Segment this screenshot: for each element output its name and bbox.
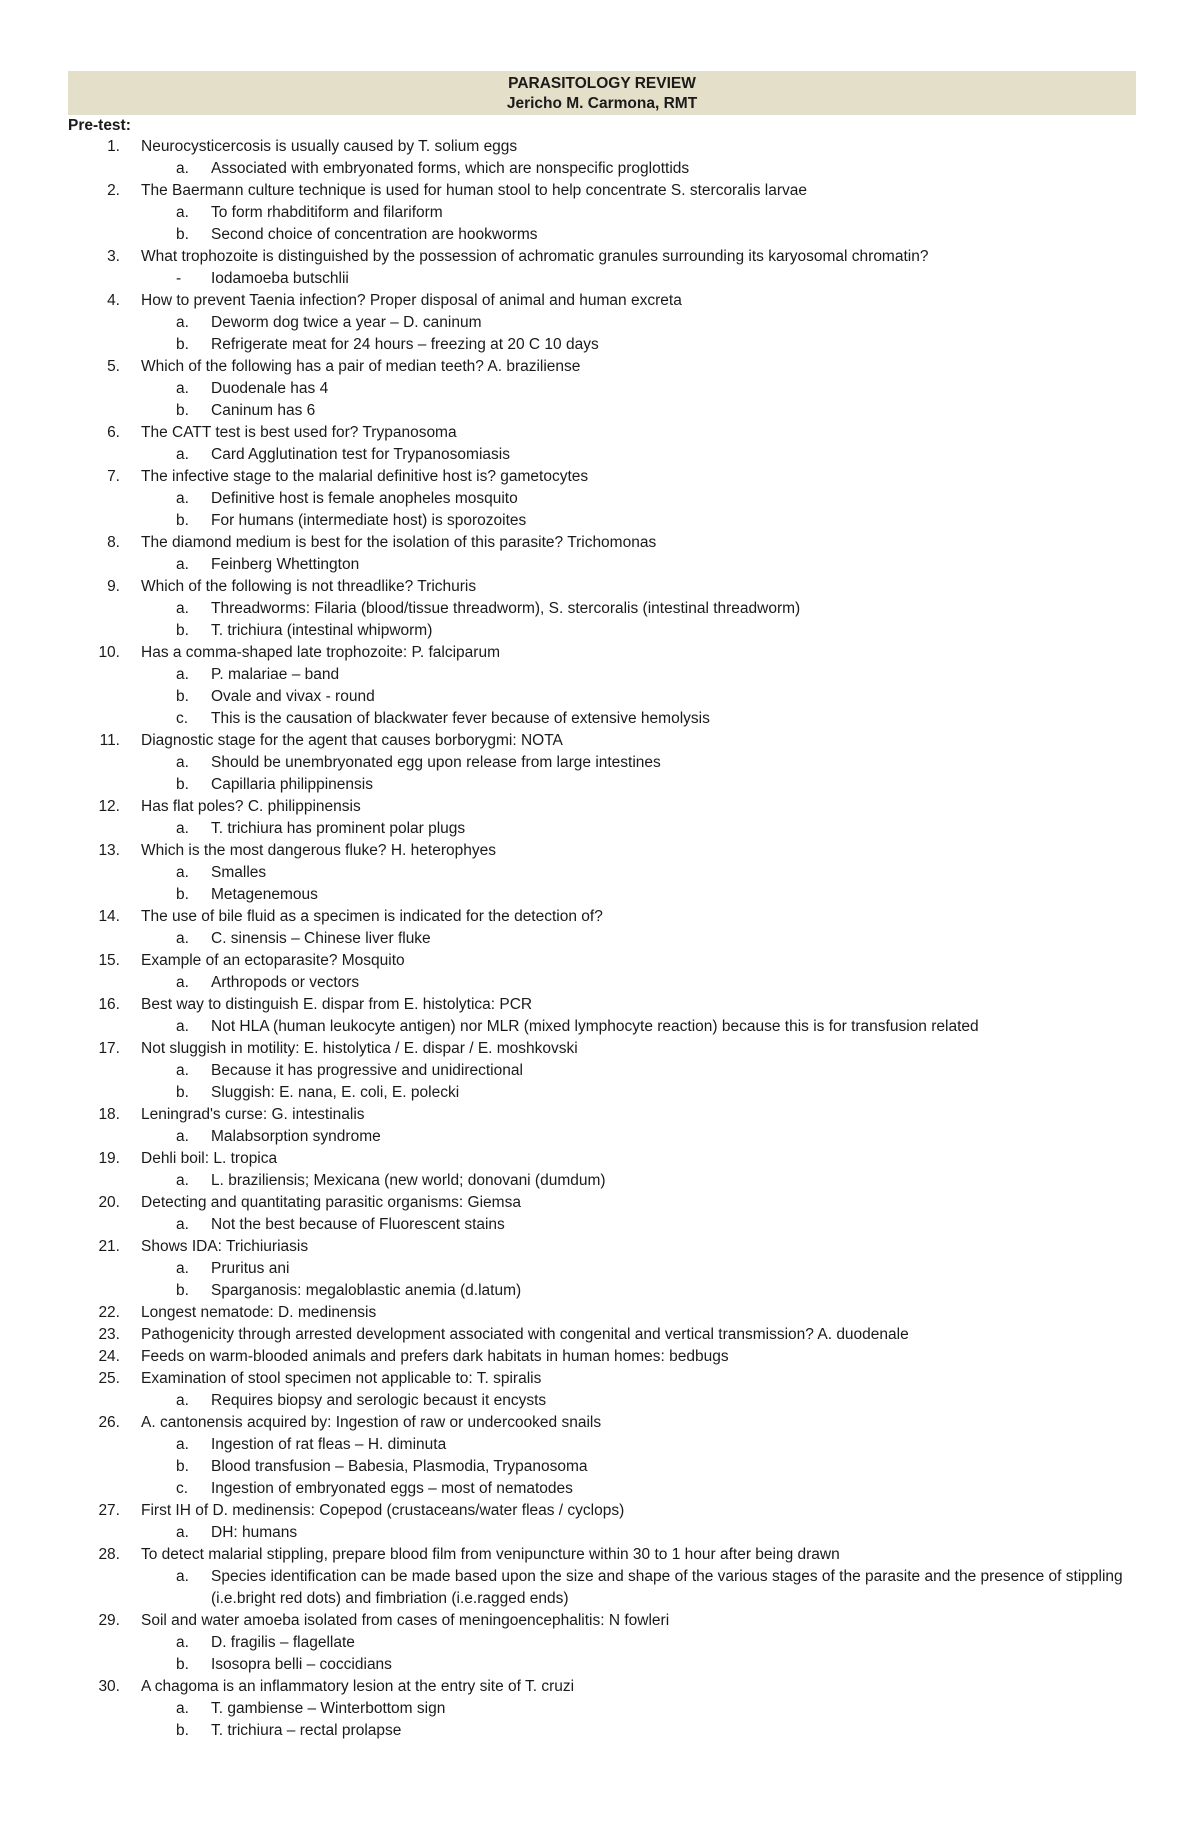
question-list xyxy=(0,136,1200,1742)
question-number: 17. xyxy=(98,1040,120,1057)
sub-item-marker: a. xyxy=(176,754,189,771)
sub-item-text: Ingestion of embryonated eggs – most of nematodes xyxy=(211,1480,573,1497)
sub-item-marker: a. xyxy=(176,380,189,397)
question-number: 9. xyxy=(107,578,120,595)
question-item xyxy=(0,466,1200,488)
sub-item xyxy=(0,1566,1200,1610)
sub-item-marker: b. xyxy=(176,1722,189,1739)
question-item xyxy=(0,1544,1200,1566)
question-text: The Baermann culture technique is used for human stool to help concentrate S. stercoralis larvae xyxy=(141,182,808,199)
question-number: 10. xyxy=(98,644,120,661)
sub-item xyxy=(0,774,1200,796)
question-number: 8. xyxy=(107,534,120,551)
sub-item xyxy=(0,620,1200,642)
sub-item-text: DH: humans xyxy=(211,1524,298,1541)
sub-item xyxy=(0,1720,1200,1742)
sub-item-text: Iodamoeba butschlii xyxy=(211,270,349,287)
question-text: A. cantonensis acquired by: Ingestion of raw or undercooked snails xyxy=(141,1414,602,1431)
question-text: Not sluggish in motility: E. histolytica / E. dispar / E. moshkovski xyxy=(141,1040,578,1057)
question-text: Pathogenicity through arrested development associated with congenital and vertical transmission? A. duodenale xyxy=(141,1326,909,1343)
sub-item-text: T. gambiense – Winterbottom sign xyxy=(211,1700,446,1717)
question-number: 2. xyxy=(107,182,120,199)
sub-item xyxy=(0,554,1200,576)
sub-item-marker: a. xyxy=(176,1392,189,1409)
question-number: 14. xyxy=(98,908,120,925)
sub-item xyxy=(0,1016,1200,1038)
question-number: 20. xyxy=(98,1194,120,1211)
sub-item-marker: a. xyxy=(176,446,189,463)
question-number: 6. xyxy=(107,424,120,441)
sub-item-text: Capillaria philippinensis xyxy=(211,776,373,793)
sub-item xyxy=(0,1258,1200,1280)
sub-item xyxy=(0,1456,1200,1478)
question-number: 24. xyxy=(98,1348,120,1365)
sub-item xyxy=(0,312,1200,334)
sub-item xyxy=(0,1126,1200,1148)
question-item xyxy=(0,730,1200,752)
sub-item xyxy=(0,1060,1200,1082)
sub-item-text: Ovale and vivax - round xyxy=(211,688,375,705)
sub-item xyxy=(0,884,1200,906)
sub-item-text: Caninum has 6 xyxy=(211,402,316,419)
question-item xyxy=(0,1368,1200,1390)
sub-item-marker: a. xyxy=(176,1128,189,1145)
sub-item xyxy=(0,1214,1200,1236)
question-item xyxy=(0,1038,1200,1060)
sub-item xyxy=(0,818,1200,840)
sub-item-text: Species identification can be made based upon the size and shape of the various stages of the parasite and the presence of stippling (i.e.bright red dots) and fimbriation (i.e.ragged ends) xyxy=(211,1568,1123,1607)
question-item xyxy=(0,290,1200,312)
sub-item xyxy=(0,1280,1200,1302)
sub-item-marker: a. xyxy=(176,1172,189,1189)
sub-item-text: Arthropods or vectors xyxy=(211,974,360,991)
sub-item-marker: b. xyxy=(176,886,189,903)
question-number: 25. xyxy=(98,1370,120,1387)
question-item xyxy=(0,906,1200,928)
question-number: 4. xyxy=(107,292,120,309)
question-item xyxy=(0,1104,1200,1126)
sub-item-text: Should be unembryonated egg upon release from large intestines xyxy=(211,754,661,771)
question-text: The infective stage to the malarial definitive host is? gametocytes xyxy=(141,468,589,485)
sub-item-text: T. trichiura – rectal prolapse xyxy=(211,1722,402,1739)
sub-item-marker: b. xyxy=(176,512,189,529)
question-item xyxy=(0,576,1200,598)
question-number: 1. xyxy=(107,138,120,155)
sub-item-marker: b. xyxy=(176,1656,189,1673)
sub-item-text: Threadworms: Filaria (blood/tissue threadworm), S. stercoralis (intestinal threadworm) xyxy=(211,600,801,617)
sub-item-text: Deworm dog twice a year – D. caninum xyxy=(211,314,482,331)
sub-item-text: This is the causation of blackwater fever because of extensive hemolysis xyxy=(211,710,710,727)
question-text: The use of bile fluid as a specimen is indicated for the detection of? xyxy=(141,908,603,925)
question-item xyxy=(0,422,1200,444)
sub-item-text: Pruritus ani xyxy=(211,1260,290,1277)
title-banner xyxy=(68,71,1136,115)
question-item xyxy=(0,1610,1200,1632)
sub-item-text: Associated with embryonated forms, which are nonspecific proglottids xyxy=(211,160,690,177)
sub-item-text: Definitive host is female anopheles mosquito xyxy=(211,490,518,507)
sub-item-marker: a. xyxy=(176,1700,189,1717)
sub-item xyxy=(0,1082,1200,1104)
question-number: 23. xyxy=(98,1326,120,1343)
question-item xyxy=(0,1676,1200,1698)
sub-item-marker: b. xyxy=(176,1458,189,1475)
sub-item-marker: b. xyxy=(176,1282,189,1299)
sub-item xyxy=(0,862,1200,884)
sub-item xyxy=(0,444,1200,466)
sub-item-marker: a. xyxy=(176,820,189,837)
question-item xyxy=(0,1500,1200,1522)
sub-item-text: Blood transfusion – Babesia, Plasmodia, Trypanosoma xyxy=(211,1458,588,1475)
question-text: Which is the most dangerous fluke? H. heterophyes xyxy=(141,842,496,859)
sub-item-marker: b. xyxy=(176,226,189,243)
sub-item-text: Smalles xyxy=(211,864,267,881)
question-text: What trophozoite is distinguished by the possession of achromatic granules surrounding its karyosomal chromatin? xyxy=(141,248,929,265)
question-number: 11. xyxy=(99,732,120,749)
sub-item-marker: a. xyxy=(176,490,189,507)
sub-item-marker: a. xyxy=(176,600,189,617)
question-number: 7. xyxy=(107,468,120,485)
sub-item xyxy=(0,1632,1200,1654)
question-text: Best way to distinguish E. dispar from E. histolytica: PCR xyxy=(141,996,533,1013)
sub-item-marker: c. xyxy=(176,710,189,727)
sub-item xyxy=(0,1434,1200,1456)
sub-item-marker: b. xyxy=(176,1084,189,1101)
sub-item xyxy=(0,1522,1200,1544)
question-number: 27. xyxy=(98,1502,120,1519)
question-text: To detect malarial stippling, prepare blood film from venipuncture within 30 to 1 hour after being drawn xyxy=(141,1546,840,1563)
sub-item-text: Malabsorption syndrome xyxy=(211,1128,381,1145)
sub-item-marker: a. xyxy=(176,204,189,221)
question-item xyxy=(0,1346,1200,1368)
sub-item-marker: a. xyxy=(176,930,189,947)
question-text: First IH of D. medinensis: Copepod (crustaceans/water fleas / cyclops) xyxy=(141,1502,625,1519)
question-text: Dehli boil: L. tropica xyxy=(141,1150,278,1167)
sub-item-marker: a. xyxy=(176,314,189,331)
sub-item-marker: - xyxy=(176,270,182,287)
question-number: 22. xyxy=(98,1304,120,1321)
sub-item-marker: a. xyxy=(176,1260,189,1277)
sub-item xyxy=(0,510,1200,532)
question-number: 30. xyxy=(98,1678,120,1695)
question-item xyxy=(0,1302,1200,1324)
question-text: Has flat poles? C. philippinensis xyxy=(141,798,361,815)
question-item xyxy=(0,840,1200,862)
sub-item-marker: b. xyxy=(176,622,189,639)
sub-item xyxy=(0,598,1200,620)
sub-item xyxy=(0,1654,1200,1676)
sub-item xyxy=(0,1698,1200,1720)
question-text: Longest nematode: D. medinensis xyxy=(141,1304,377,1321)
sub-item xyxy=(0,1478,1200,1500)
sub-item xyxy=(0,972,1200,994)
question-number: 12. xyxy=(98,798,120,815)
question-text: A chagoma is an inflammatory lesion at the entry site of T. cruzi xyxy=(141,1678,575,1695)
sub-item-marker: a. xyxy=(176,1524,189,1541)
question-text: Leningrad's curse: G. intestinalis xyxy=(141,1106,365,1123)
question-text: Feeds on warm-blooded animals and prefers dark habitats in human homes: bedbugs xyxy=(141,1348,729,1365)
sub-item-text: Metagenemous xyxy=(211,886,318,903)
sub-item-text: For humans (intermediate host) is sporozoites xyxy=(211,512,527,529)
sub-item-marker: a. xyxy=(176,974,189,991)
sub-item-text: T. trichiura has prominent polar plugs xyxy=(211,820,466,837)
sub-item-marker: a. xyxy=(176,1436,189,1453)
sub-item xyxy=(0,400,1200,422)
sub-item-marker: a. xyxy=(176,1568,189,1585)
question-number: 13. xyxy=(98,842,120,859)
sub-item-text: Ingestion of rat fleas – H. diminuta xyxy=(211,1436,447,1453)
sub-item xyxy=(0,686,1200,708)
sub-item-marker: b. xyxy=(176,776,189,793)
question-text: Has a comma-shaped late trophozoite: P. falciparum xyxy=(141,644,500,661)
question-item xyxy=(0,136,1200,158)
question-number: 5. xyxy=(107,358,120,375)
question-item xyxy=(0,950,1200,972)
question-number: 21. xyxy=(98,1238,120,1255)
question-item xyxy=(0,642,1200,664)
question-text: Which of the following is not threadlike? Trichuris xyxy=(141,578,477,595)
sub-item xyxy=(0,664,1200,686)
sub-item-text: L. braziliensis; Mexicana (new world; donovani (dumdum) xyxy=(211,1172,606,1189)
question-item xyxy=(0,994,1200,1016)
sub-item xyxy=(0,1390,1200,1412)
sub-item-text: T. trichiura (intestinal whipworm) xyxy=(211,622,433,639)
sub-item-marker: a. xyxy=(176,666,189,683)
sub-item xyxy=(0,708,1200,730)
sub-item xyxy=(0,268,1200,290)
question-text: How to prevent Taenia infection? Proper disposal of animal and human excreta xyxy=(141,292,682,309)
sub-item-text: Requires biopsy and serologic becaust it encysts xyxy=(211,1392,547,1409)
sub-item xyxy=(0,752,1200,774)
sub-item-text: Not HLA (human leukocyte antigen) nor MLR (mixed lymphocyte reaction) because this is for transfusion related xyxy=(211,1018,979,1035)
sub-item-marker: c. xyxy=(176,1480,189,1497)
question-item xyxy=(0,1236,1200,1258)
question-text: Diagnostic stage for the agent that causes borborygmi: NOTA xyxy=(141,732,563,749)
document-author: Jericho M. Carmona, RMT xyxy=(506,95,698,112)
sub-item-text: D. fragilis – flagellate xyxy=(211,1634,355,1651)
question-item xyxy=(0,796,1200,818)
question-number: 15. xyxy=(98,952,120,969)
sub-item-text: P. malariae – band xyxy=(211,666,340,683)
sub-item-text: Not the best because of Fluorescent stains xyxy=(211,1216,505,1233)
question-item xyxy=(0,1192,1200,1214)
question-item xyxy=(0,246,1200,268)
question-text: The CATT test is best used for? Trypanosoma xyxy=(141,424,457,441)
document-title: PARASITOLOGY REVIEW xyxy=(508,75,696,92)
sub-item-marker: a. xyxy=(176,1018,189,1035)
sub-item-text: Isosopra belli – coccidians xyxy=(211,1656,392,1673)
question-text: Which of the following has a pair of median teeth? A. braziliense xyxy=(141,358,581,375)
sub-item-text: Duodenale has 4 xyxy=(211,380,329,397)
sub-item-marker: b. xyxy=(176,336,189,353)
sub-item-text: Second choice of concentration are hookworms xyxy=(211,226,538,243)
sub-item-marker: a. xyxy=(176,1634,189,1651)
sub-item xyxy=(0,202,1200,224)
sub-item xyxy=(0,1170,1200,1192)
question-text: Soil and water amoeba isolated from cases of meningoencephalitis: N fowleri xyxy=(141,1612,670,1629)
sub-item-text: To form rhabditiform and filariform xyxy=(211,204,443,221)
question-number: 18. xyxy=(98,1106,120,1123)
question-item xyxy=(0,1412,1200,1434)
sub-item xyxy=(0,928,1200,950)
sub-item xyxy=(0,488,1200,510)
sub-item-text: Card Agglutination test for Trypanosomiasis xyxy=(211,446,510,463)
question-number: 28. xyxy=(98,1546,120,1563)
sub-item-text: Sparganosis: megaloblastic anemia (d.latum) xyxy=(211,1282,522,1299)
sub-item-marker: a. xyxy=(176,1062,189,1079)
question-text: Example of an ectoparasite? Mosquito xyxy=(141,952,405,969)
question-text: Shows IDA: Trichiuriasis xyxy=(141,1238,309,1255)
question-text: The diamond medium is best for the isolation of this parasite? Trichomonas xyxy=(141,534,657,551)
question-item xyxy=(0,180,1200,202)
sub-item-marker: a. xyxy=(176,1216,189,1233)
section-label: Pre-test: xyxy=(68,117,131,134)
sub-item-marker: a. xyxy=(176,160,189,177)
question-text: Examination of stool specimen not applicable to: T. spiralis xyxy=(141,1370,542,1387)
sub-item-marker: b. xyxy=(176,402,189,419)
sub-item-marker: a. xyxy=(176,556,189,573)
question-text: Neurocysticercosis is usually caused by T. solium eggs xyxy=(141,138,518,155)
sub-item-text: Feinberg Whettington xyxy=(211,556,360,573)
question-number: 3. xyxy=(107,248,120,265)
sub-item-text: C. sinensis – Chinese liver fluke xyxy=(211,930,431,947)
sub-item-marker: b. xyxy=(176,688,189,705)
question-number: 16. xyxy=(98,996,120,1013)
sub-item-text: Refrigerate meat for 24 hours – freezing at 20 C 10 days xyxy=(211,336,599,353)
question-item xyxy=(0,1324,1200,1346)
question-text: Detecting and quantitating parasitic organisms: Giemsa xyxy=(141,1194,521,1211)
sub-item xyxy=(0,334,1200,356)
question-number: 19. xyxy=(98,1150,120,1167)
sub-item xyxy=(0,158,1200,180)
question-item xyxy=(0,356,1200,378)
sub-item xyxy=(0,224,1200,246)
sub-item-text: Sluggish: E. nana, E. coli, E. polecki xyxy=(211,1084,460,1101)
question-number: 29. xyxy=(98,1612,120,1629)
question-number: 26. xyxy=(98,1414,120,1431)
question-item xyxy=(0,532,1200,554)
sub-item-marker: a. xyxy=(176,864,189,881)
question-item xyxy=(0,1148,1200,1170)
sub-item xyxy=(0,378,1200,400)
sub-item-text: Because it has progressive and unidirectional xyxy=(211,1062,523,1079)
